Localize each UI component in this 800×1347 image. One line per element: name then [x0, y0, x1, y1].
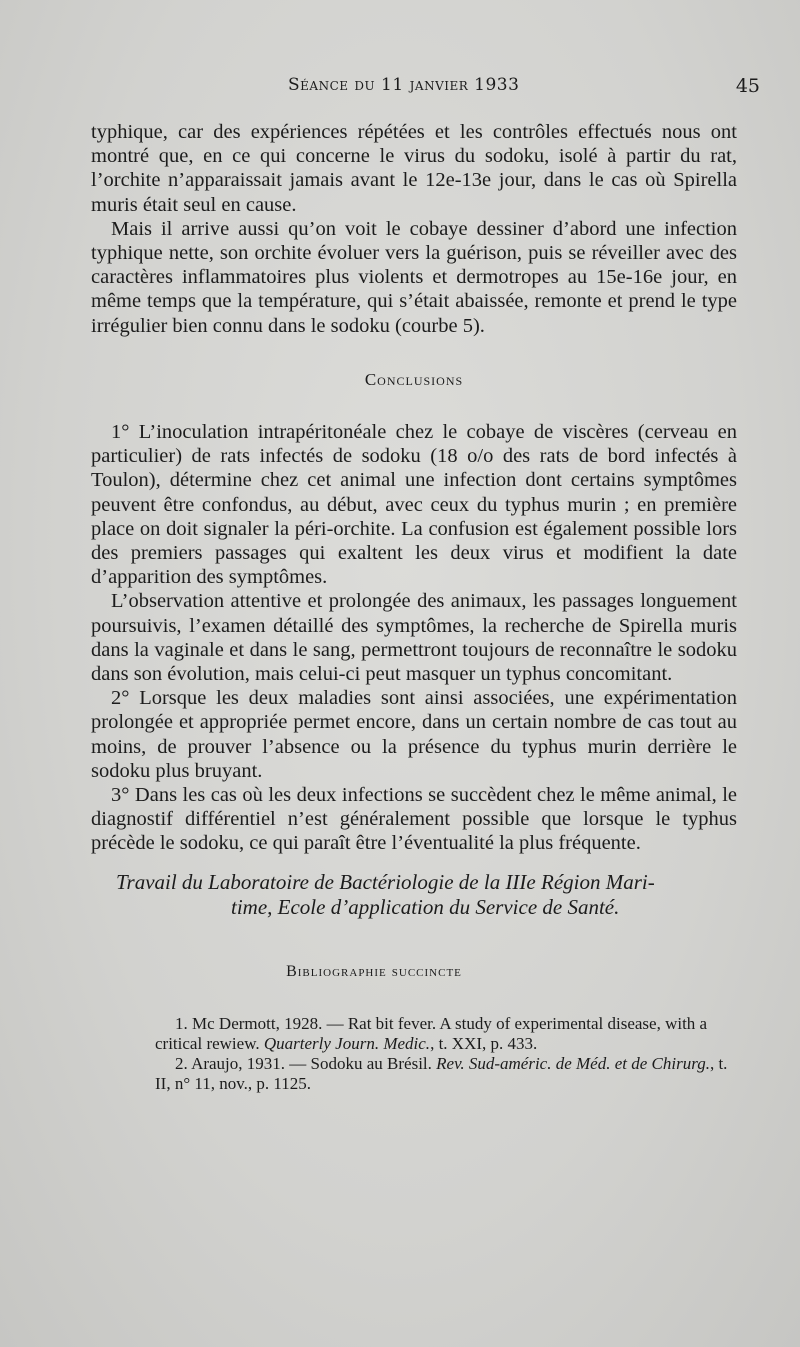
bibliography-heading: Bibliographie succincte — [286, 962, 462, 980]
reference-journal: Rev. Sud-améric. de Méd. et de Chirurg. — [436, 1053, 710, 1073]
conclusion-3: 3° Dans les cas où les deux infections se succèdent chez le même animal, le diagnostif différentiel n’est généralement possible que lorsque le typhus précède le sodoku, ce qui paraît être l’éventualité la plus fréquente. — [91, 784, 737, 855]
laboratory-credit — [91, 870, 737, 920]
reference-item — [91, 1054, 737, 1094]
conclusion-2: 2° Lorsque les deux maladies sont ainsi associées, une expérimentation prolongée et appropriée permet encore, dans un certain nombre de cas tout au moins, de prouver l’absence ou la présence du typhus murin derrière le sodoku plus bruyant. — [91, 687, 737, 782]
reference-details: , t. II, n° 11, nov., p. 1125. — [155, 1053, 728, 1093]
paragraph-1: typhique, car des expériences répétées et les contrôles effectués nous ont montré que, en ce qui concerne le virus du sodoku, isolé à partir du rat, l’orchite n’apparaissait jamais avant le 12e-13e jour, dans le cas où Spirella muris était seul en cause. — [91, 121, 737, 216]
running-title: Séance du 11 janvier 1933 — [288, 75, 520, 95]
page-header — [0, 75, 800, 101]
reference-number: 1. — [175, 1013, 188, 1033]
conclusions-heading: Conclusions — [364, 369, 464, 389]
reference-title: — Rat bit fever. A study of experimental disease, with a critical rewiew. — [155, 1013, 708, 1053]
paragraph-2: Mais il arrive aussi qu’on voit le cobaye dessiner d’abord une infection typhique nette, son orchite évoluer vers la guérison, puis se réveiller avec des caractères inflammatoires plus violents et dermotropes au 15e-16e jour, en même temps que la température, qui s’était abaissée, remonte et prend le type irrégulier bien connu dans le sodoku (courbe 5). — [91, 217, 737, 337]
reference-title: — Sodoku au Brésil. — [285, 1053, 437, 1073]
page-number: 45 — [735, 75, 760, 97]
article-body — [91, 120, 737, 1094]
reference-list — [91, 1014, 737, 1094]
credit-line-2: time, Ecole d’application du Service de Santé. — [231, 894, 620, 919]
reference-number: 2. — [175, 1053, 188, 1073]
reference-author: Mc Dermott, 1928. — [192, 1013, 323, 1033]
reference-author: Araujo, 1931. — [191, 1053, 286, 1073]
reference-journal: Quarterly Journ. Medic. — [263, 1033, 431, 1053]
reference-item — [91, 1014, 737, 1054]
reference-details: , t. XXI, p. 433. — [430, 1033, 538, 1053]
conclusion-1-continued: L’observation attentive et prolongée des animaux, les passages longuement poursuivis, l’examen détaillé des symptômes, la recherche de Spirella muris dans la vaginale et dans le sang, permettront toujours de reconnaître le sodoku dans son évolution, mais celui-ci peut masquer un typhus concomitant. — [91, 590, 737, 686]
credit-line-1: Travail du Laboratoire de Bactériologie de la IIIe Région Mari- — [116, 869, 655, 894]
conclusion-1: 1° L’inoculation intrapéritonéale chez le cobaye de viscères (cerveau en particulier) de rats infectés de sodoku (18 o/o des rats de bord infectés à Toulon), détermine chez cet animal une infection dont certains symptômes peuvent être confondus, au début, avec ceux du typhus murin ; en première place on doit signaler la péri-orchite. La confusion est également possible lors des premiers passages qui exaltent les deux virus et modifient la date d’apparition des symptômes. — [91, 421, 737, 589]
